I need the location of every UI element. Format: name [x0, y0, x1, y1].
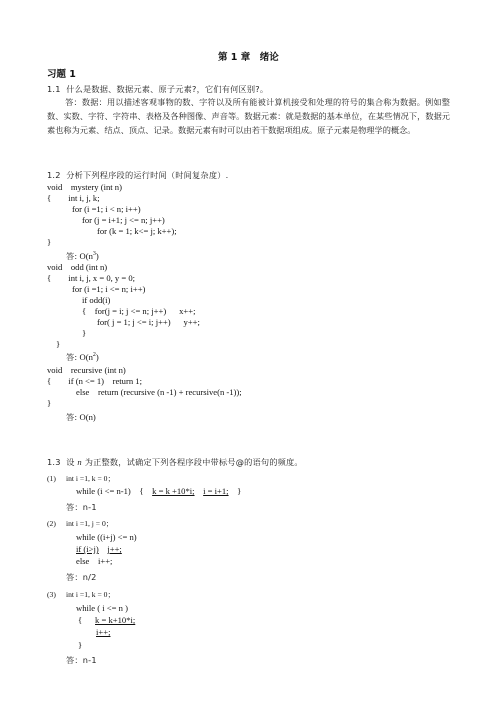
code-line: void mystery (int n) [47, 182, 122, 192]
chapter-title: 第 1 章 绪论 [218, 52, 279, 63]
code-line [78, 615, 135, 626]
answer-p2: 答：n/2 [66, 572, 97, 582]
code-line: if odd(i) [82, 295, 111, 305]
item-label: (2) [47, 519, 56, 528]
answer-p1: 答：n-1 [66, 502, 97, 512]
answer-prog1 [66, 251, 99, 262]
code-line: else return (recursive (n -1) + recursive(n -1)); [76, 387, 242, 397]
question-1-2: 1.2 分析下列程序段的运行时间（时间复杂度）. [47, 170, 229, 180]
question-1-3-prefix: 1.3 设 [47, 457, 78, 467]
answer-prog3 [66, 412, 96, 423]
answer-exponent: 2 [92, 352, 96, 358]
answer-close: ) [95, 251, 99, 261]
code-part: { [78, 615, 96, 625]
item-label: (1) [47, 474, 56, 483]
code-line: for (j = i+1; j <= n; j++) [82, 215, 165, 225]
code-line: int i =1, k = 0； [66, 590, 116, 599]
code-line [76, 486, 241, 497]
answer-prefix: 答: [66, 251, 78, 261]
code-part: while (i <= n-1) { [76, 486, 153, 496]
item-label: (3) [47, 590, 56, 599]
question-1-1: 1.1 什么是数据、数据元素、原子元素?，它们有何区别?。 [47, 84, 269, 94]
answer-value: O(n [79, 251, 93, 261]
marked-statement: k = k +10*i; [152, 486, 195, 496]
question-1-3-text: 为正整数，试确定下列各程序段中带标号@的语句的频度。 [81, 457, 303, 467]
code-line: int i =1, j = 0； [66, 519, 114, 528]
code-line: { int i, j, k; [47, 193, 100, 203]
code-line: } [78, 640, 83, 650]
question-1-3-var: n [77, 457, 82, 467]
answer-exponent: 3 [92, 251, 96, 257]
answer-p3: 答：n-1 [66, 655, 97, 665]
code-line: void recursive (int n) [47, 365, 126, 375]
code-line: } [56, 339, 61, 349]
answer-prog2 [66, 352, 99, 363]
code-line [76, 544, 122, 555]
code-line: { for(j = i; j <= n; j++) x++; [82, 306, 196, 316]
code-line: { if (n <= 1) return 1; [47, 376, 142, 386]
exercise-heading: 习题 1 [47, 69, 76, 80]
code-line: for( j = 1; j <= i; j++) y++; [97, 317, 200, 327]
answer-prefix: 答: [66, 352, 78, 362]
code-line: void odd (int n) [47, 262, 108, 272]
answer-prefix: 答: [66, 412, 78, 422]
code-line: for (i =1; i <= n; i++) [72, 284, 146, 294]
code-line: } [47, 398, 52, 408]
code-line: { int i, j, x = 0, y = 0; [47, 273, 136, 283]
answer-value: O(n) [79, 412, 96, 422]
marked-statement: if (i>j) [76, 544, 99, 554]
code-line: int i =1, k = 0； [66, 474, 116, 483]
code-line: while ( i <= n ) [76, 603, 128, 613]
code-part [195, 486, 204, 496]
question-1-3 [47, 457, 303, 468]
marked-statement: i = i+1; [203, 486, 229, 496]
code-line: } [47, 237, 52, 247]
answer-1-1-text: 答：数据：用以描述客观事物的数、字符以及所有能被计算机接受和处理的符号的集合称为数据。例如整数、实数、字符、字符串、表格及各种图像、声音等。数据元素：就是数据的基本单位，在某些情况下，数据元素也称为元素、结点、顶点、记录。数据元素有时可以由若干数据项组成。原子元素是物理学的概念。 [47, 97, 450, 135]
code-part: } [228, 486, 242, 496]
marked-statement: k = k+10*i; [95, 615, 136, 625]
answer-value: O(n [79, 352, 93, 362]
code-line: for (i =1; i < n; i++) [72, 204, 141, 214]
answer-close: ) [95, 352, 99, 362]
code-line: for (k = 1; k<= j; k++); [97, 226, 177, 236]
answer-1-1 [47, 96, 450, 137]
code-line: } [82, 328, 87, 338]
marked-statement: j++; [107, 544, 122, 554]
marked-statement: i++; [96, 627, 111, 637]
code-line: while ((i+j) <= n) [76, 532, 137, 542]
code-line: else i++; [76, 556, 113, 566]
